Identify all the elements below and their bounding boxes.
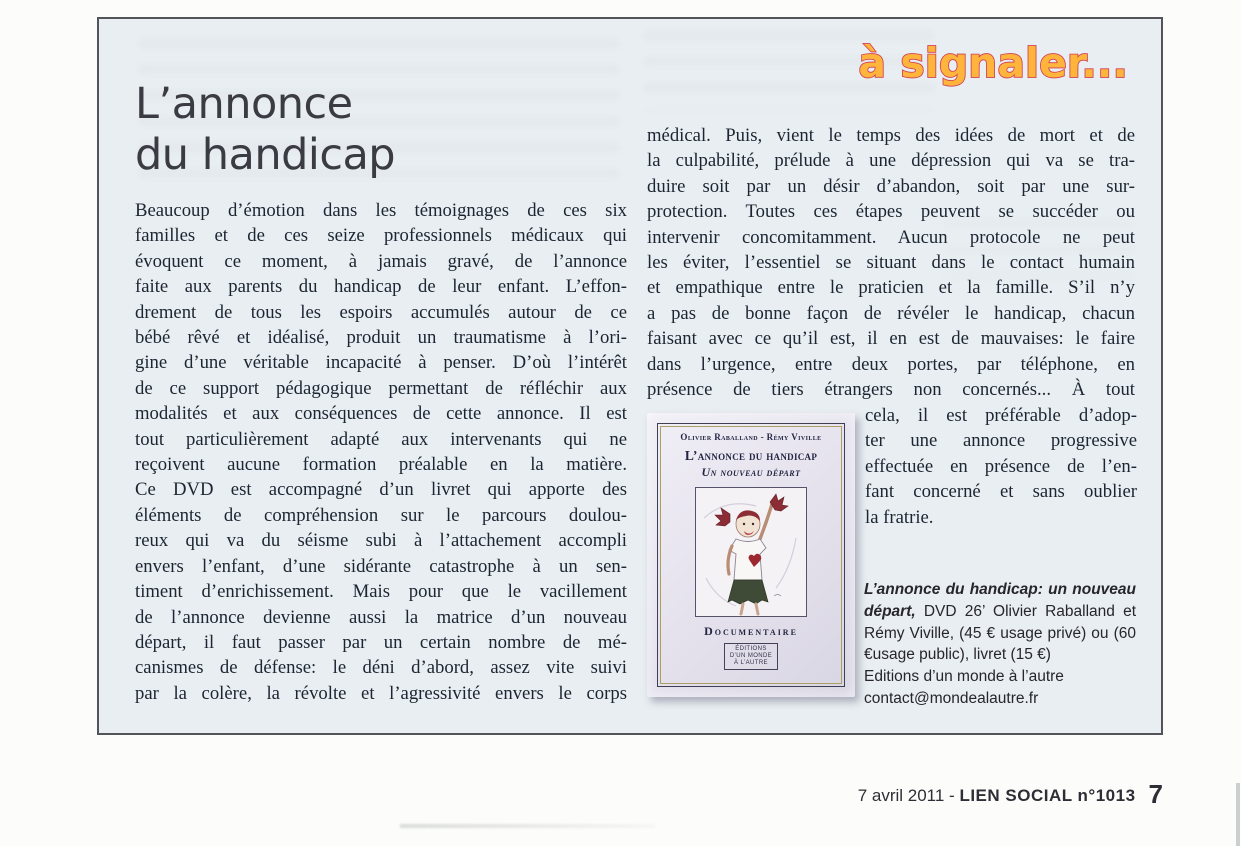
text-line: timent d’enrichissement. Mais pour que le vacillement xyxy=(135,581,627,603)
text-line: de l’annonce devienne aussi la matrice d’un nouveau xyxy=(135,606,627,628)
dvd-title: L’annonce du handicap xyxy=(684,448,818,463)
text-line: Ce DVD est accompagné d’un livret qui apporte des xyxy=(135,479,627,501)
text-line: cela, il est préférable d’adop- xyxy=(865,405,1137,426)
text-line: À L’AUTRE xyxy=(734,660,768,666)
text-line: ÉDITIONS xyxy=(735,646,767,652)
dvd-cover-frame xyxy=(657,423,845,687)
article-title xyxy=(135,79,395,181)
text-line: les éviter, l’essentiel se situant dans le contact humain xyxy=(647,252,1135,274)
footer-journal-name: LIEN SOCIAL n°1013 xyxy=(959,786,1136,805)
text-line: du handicap xyxy=(135,130,396,180)
caption-details: DVD 26’ Olivier Raballand et Rémy Viville, (45 € usage privé) ou (60 €usage public), livret (15 €) xyxy=(864,602,1136,664)
text-line: médical. Puis, vient le temps des idées de mort et de xyxy=(647,125,1135,146)
text-line: la fratrie. xyxy=(865,506,934,528)
text-line: et empathique entre le praticien et la famille. S’il n’y xyxy=(647,277,1135,299)
right-text-column xyxy=(647,123,1135,402)
text-line: de ce support pédagogique permettant de réfléchir aux xyxy=(135,377,627,399)
text-line: intervenir concomitamment. Aucun protocole ne peut xyxy=(647,226,1135,248)
text-line: fant concerné et sans oublier xyxy=(865,481,1137,503)
text-line: par la colère, la révolte et l’agressivité envers le corps xyxy=(135,682,627,704)
text-line: duire soit par un désir d’abandon, soit par une sur- xyxy=(647,175,1135,197)
dvd-illustration xyxy=(695,487,807,617)
text-line: éléments de compréhension sur le parcours doulou- xyxy=(135,504,627,526)
text-line: envers l’enfant, d’une sidérante catastrophe à un sen- xyxy=(135,555,627,577)
caption-email: contact@mondealautre.fr xyxy=(864,689,1039,707)
text-line: protection. Toutes ces étapes peuvent se succéder ou xyxy=(647,201,1135,223)
text-line: faite aux parents du handicap de leur enfant. L’effon- xyxy=(135,276,627,298)
text-line: drement de tous les espoirs accumulés autour de ce xyxy=(135,301,627,323)
text-line: a pas de bonne façon de révéler le handicap, chacun xyxy=(647,302,1135,324)
dvd-genre: Documentaire xyxy=(704,624,798,638)
text-line: gine d’une véritable incapacité à penser. D’où l’intérêt xyxy=(135,352,627,374)
footer-date: 7 avril 2011 - xyxy=(857,786,960,805)
wrapped-text-beside-cover xyxy=(865,403,1137,530)
dvd-cover xyxy=(647,413,855,697)
text-line: présence de tiers étrangers non concernés... À tout xyxy=(647,379,1135,401)
article-panel xyxy=(97,17,1163,735)
text-line: tout particulièrement adapté aux intervenants qui ne xyxy=(135,428,627,450)
text-line: D’UN MONDE xyxy=(729,653,773,659)
text-line: bébé rêvé et idéalisé, produit un traumatisme à l’ori- xyxy=(135,327,627,349)
text-line: départ, il faut passer par un certain nombre de mé- xyxy=(135,631,627,653)
girl-drawing-icon xyxy=(696,488,806,616)
dvd-caption xyxy=(864,579,1136,710)
text-line: familles et de ces seize professionnels médicaux qui xyxy=(135,225,627,247)
text-line: L’annonce xyxy=(135,79,353,129)
scan-smudge-artifact xyxy=(400,824,655,828)
caption-title: L’annonce du handicap: un nouveau départ, xyxy=(864,581,1136,620)
caption-publisher: Editions d’un monde à l’autre xyxy=(864,668,1064,686)
dvd-authors: Olivier Raballand - Rémy Viville xyxy=(680,432,822,442)
text-line: faisant avec ce qu’il est, il en est de mauvaises: le faire xyxy=(647,328,1135,350)
text-line: reçoivent aucune formation préalable en la matière. xyxy=(135,454,627,476)
text-line: Beaucoup d’émotion dans les témoignages de ces six xyxy=(135,200,627,221)
page-footer xyxy=(0,779,1163,810)
dvd-subtitle: Un nouveau départ xyxy=(701,465,801,479)
text-line: effectuée en présence de l’en- xyxy=(865,455,1137,477)
text-line: ter une annonce progressive xyxy=(865,430,1137,452)
section-badge: à signaler... xyxy=(858,39,1128,87)
text-line: évoquent ce moment, à jamais gravé, de l’annonce xyxy=(135,250,627,272)
text-line: dans l’urgence, entre deux portes, par téléphone, en xyxy=(647,353,1135,375)
text-line: la culpabilité, prélude à une dépression qui va se tra- xyxy=(647,150,1135,172)
left-text-column xyxy=(135,198,627,706)
publisher-logo xyxy=(724,643,778,670)
text-line: canismes de défense: le déni d’abord, assez vite suivi xyxy=(135,657,627,679)
text-line: modalités et aux conséquences de cette annonce. Il est xyxy=(135,403,627,425)
page-number: 7 xyxy=(1148,779,1163,809)
text-line: reux qui va du séisme subi à l’attachement accompli xyxy=(135,530,627,552)
scan-edge-artifact xyxy=(1236,783,1240,846)
